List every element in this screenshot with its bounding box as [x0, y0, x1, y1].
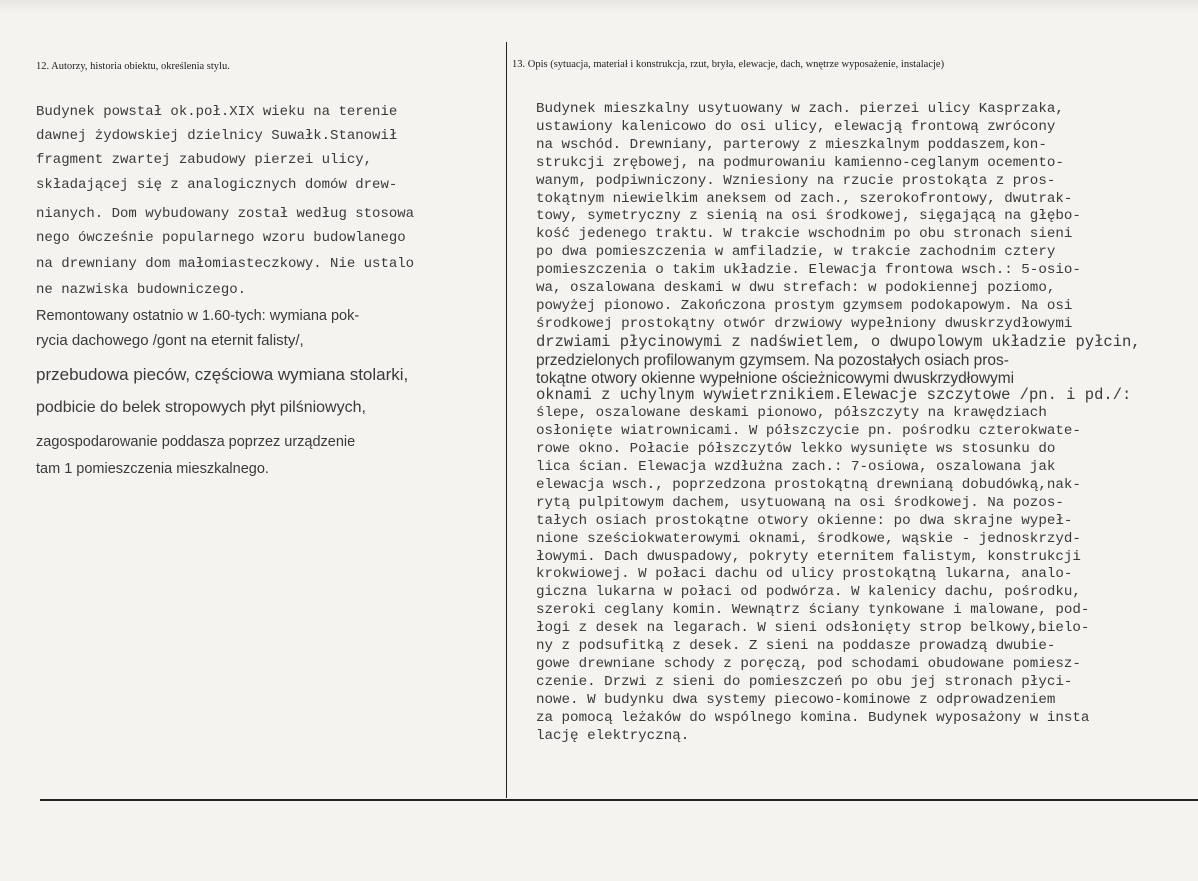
bottom-rule — [40, 799, 1198, 801]
section-12-heading: 12. Autorzy, historia obiektu, określenia stylu. — [36, 61, 230, 72]
text-line: giczna lukarna w połaci od podwórza. W kalenicy dachu, pośrodku, — [536, 584, 1081, 601]
text-line: przebudowa pieców, częściowa wymiana stolarki, — [36, 365, 409, 384]
text-line: składającej się z analogicznych domów drew- — [36, 177, 398, 193]
text-line: tałych osiach prostokątne otwory okienne: po dwa skrajne wypeł- — [536, 512, 1073, 529]
text-line: lację elektryczną. — [536, 727, 690, 744]
section-13-heading: 13. Opis (sytuacja, materiał i konstrukcja, rzut, bryła, elewacje, dach, wnętrze wyposażenie, instalacje) — [512, 59, 945, 70]
text-line: ustawiony kalenicowo do osi ulicy, elewacją frontową zwrócony — [536, 118, 1056, 135]
text-line: rytą pulpitowym dachem, usytuowaną na osi środkowej. Na pozos- — [536, 494, 1064, 511]
page-top-edge — [0, 0, 1198, 14]
text-line: fragment zwartej zabudowy pierzei ulicy, — [36, 152, 373, 168]
text-line: przedzielonych profilowanym gzymsem. Na pozostałych osiach pros- — [536, 351, 1009, 369]
text-line: za pomocą leżaków do wspólnego komina. Budynek wyposażony w insta — [536, 709, 1090, 726]
text-line: strukcji zrębowej, na podmurowaniu kamienno-ceglanym ocemento- — [536, 154, 1064, 171]
text-line: nione sześciokwaterowymi oknami, środkowe, wąskie - jednoskrzyd- — [536, 530, 1081, 547]
text-line: krokwiowej. W połaci dachu od ulicy prostokątną lukarna, analo- — [536, 566, 1073, 583]
text-line: szeroki ceglany komin. Wewnątrz ściany tynkowane i malowane, pod- — [536, 602, 1090, 619]
text-line: ślepe, oszalowane deskami pionowo, półszczyty na krawędziach — [536, 405, 1047, 422]
text-line: rowe okno. Połacie półszczytów lekko wysunięte ws stosunku do — [536, 441, 1056, 458]
text-line: tokątnym niewielkim aneksem od zach., szerokofrontowy, dwutrak- — [536, 190, 1073, 207]
text-line: pomieszczenia o takim układzie. Elewacja frontowa wsch.: 5-osio- — [536, 262, 1081, 279]
text-line: Budynek powstał ok.poł.XIX wieku na terenie — [36, 104, 398, 120]
text-line: elewacja wsch., poprzedzona prostokątną drewnianą dobudówką,nak- — [536, 476, 1081, 493]
text-line: tam 1 pomieszczenia mieszkalnego. — [36, 461, 269, 477]
text-line: kość jedenego traktu. W trakcie wschodnim po obu stronach sieni — [536, 226, 1073, 243]
text-line: nianych. Dom wybudowany został według stosowa — [36, 206, 415, 222]
text-line: ny z podsufitką z desek. Z sieni na poddasze prowadzą dwubie- — [536, 638, 1056, 654]
text-line: rycia dachowego /gont na eternit falisty/, — [36, 332, 304, 349]
text-line: podbicie do belek stropowych płyt pilśniowych, — [36, 399, 366, 416]
text-line: ne nazwiska budowniczego. — [36, 282, 247, 298]
text-line: środkowej prostokątny otwór drzwiowy wypełniony dwuskrzydłowymi — [536, 315, 1073, 332]
text-line: drzwiami płycinowymi z nadświetlem, o dwupolowym układzie pyłcin, — [536, 332, 1141, 351]
text-line: nowe. W budynku dwa systemy piecowo-kominowe z odprowadzeniem — [536, 691, 1056, 708]
text-line: na drewniany dom małomiasteczkowy. Nie ustalo — [36, 256, 415, 272]
text-line: zagospodarowanie poddasza poprzez urządzenie — [36, 434, 356, 450]
text-line: osłonięte wiatrownicami. W półszczycie pn. pośrodku czterokwate- — [536, 423, 1081, 440]
text-line: Remontowany ostatnio w 1.60-tych: wymiana pok- — [36, 308, 360, 324]
text-line: oknami z uchylnym wywietrznikiem.Elewacje szczytowe /pn. i pd./: — [536, 386, 1132, 405]
text-line: łowymi. Dach dwuspadowy, pokryty eternitem falistym, konstrukcji — [536, 548, 1081, 565]
text-line: gowe drewniane schody z poręczą, pod schodami obudowane pomiesz- — [536, 655, 1081, 672]
text-line: na wschód. Drewniany, parterowy z mieszkalnym poddaszem,kon- — [536, 136, 1047, 153]
column-divider — [506, 42, 507, 798]
text-line: po dwa pomieszczenia w amfiladzie, w trakcie zachodnim cztery — [536, 244, 1056, 261]
text-line: dawnej żydowskiej dzielnicy Suwałk.Stanowił — [36, 128, 398, 144]
text-line: nego ówcześnie popularnego wzoru budowlanego — [36, 230, 406, 246]
text-line: Budynek mieszkalny usytuowany w zach. pierzei ulicy Kasprzaka, — [536, 101, 1064, 117]
text-line: czenie. Drzwi z sieni do pomieszczeń po obu jej stronach płyci- — [536, 673, 1073, 690]
text-line: łogi z desek na legarach. W sieni odsłonięty strop belkowy,bielo- — [536, 620, 1090, 637]
text-line: towy, symetryczny z sienią na osi środkowej, sięgającą na głębo- — [536, 208, 1081, 225]
text-line: lica ścian. Elewacja wzdłużna zach.: 7-osiowa, oszalowana jak — [536, 459, 1056, 475]
text-line: wa, oszalowana deskami w dwu strefach: w podokiennej poziomo, — [536, 280, 1056, 296]
text-line: tokątne otwory okienne wypełnione ościeżnicowymi dwuskrzydłowymi — [536, 369, 1015, 387]
text-line: powyżej pionowo. Zakończona prostym gzymsem podokapowym. Na osi — [536, 297, 1073, 314]
text-line: wanym, podpiwniczony. Wzniesiony na rzucie prostokąta z pros- — [536, 172, 1056, 189]
